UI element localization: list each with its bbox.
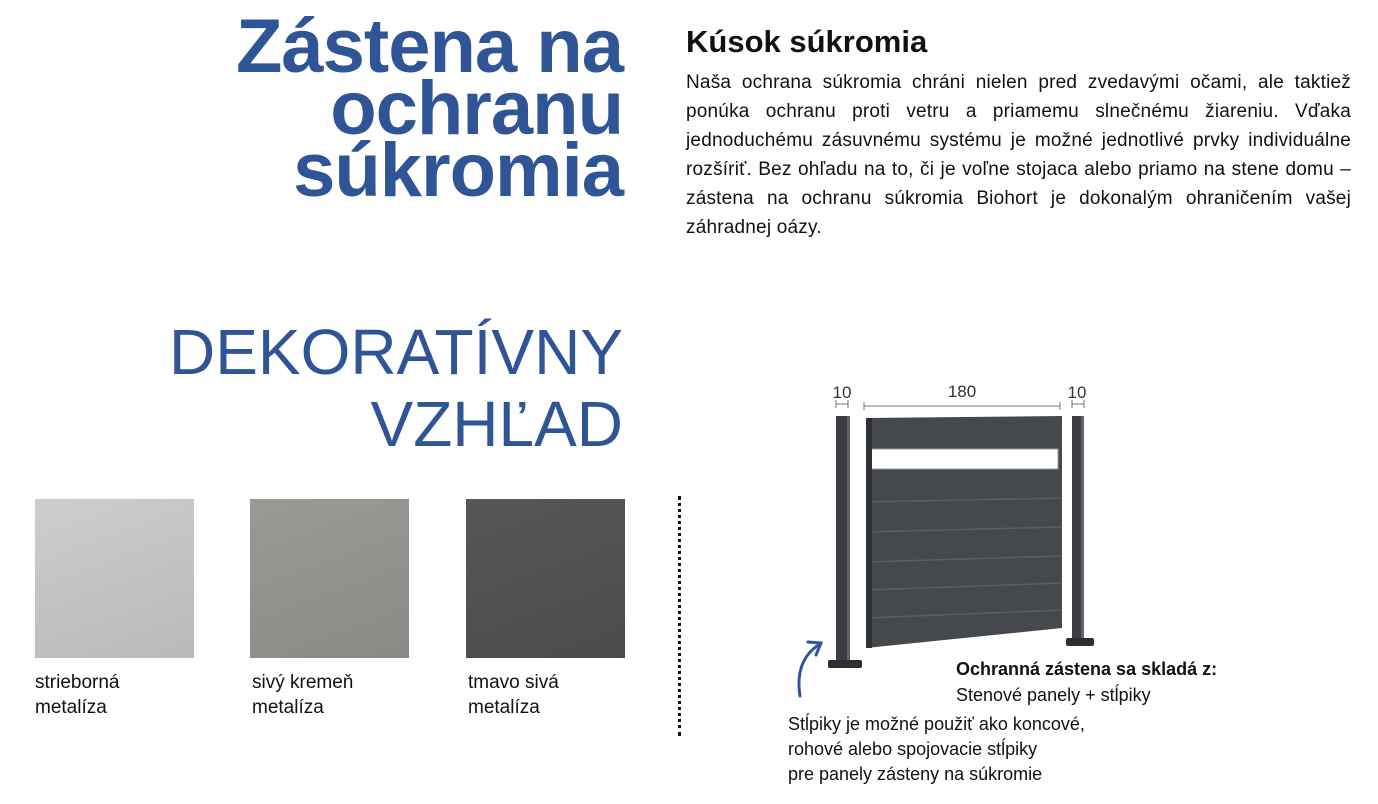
description-paragraph: Naša ochrana súkromia chráni nielen pred zvedavými očami, ale taktiež ponúka ochranu proti vetru a priamemu slnečnému žiareniu. Vďaka jednoduchému zásuvnému systému je možné jednotlivé prvky individuálne rozšíriť. Bez ohľadu na to, či je voľne stojaca alebo priamo na stene domu – zástena na ochranu súkromia Biohort je dokonalým ohraničením vašej záhradnej oázy. — [686, 72, 1351, 238]
swatch-label-line: metalíza — [252, 697, 324, 718]
swatch-label-line: strieborná metalíza — [35, 672, 120, 718]
title-line: ochranu — [330, 66, 623, 151]
title-line: Zástena na — [235, 4, 623, 89]
swatch-label-line: metalíza — [468, 697, 540, 718]
right-post — [1066, 416, 1094, 646]
wall-panel — [866, 416, 1062, 648]
subtitle-line: DEKORATÍVNY — [169, 316, 623, 388]
swatch-label — [252, 670, 412, 720]
composition-title: Ochranná zástena sa skladá z: — [956, 659, 1218, 679]
swatch-label-line: sivý kremeň — [252, 672, 354, 693]
section-heading: Kúsok súkromia — [686, 24, 928, 59]
curved-arrow-icon — [799, 642, 821, 696]
post-note-line: pre panely zásteny na súkromie — [788, 764, 1043, 784]
dimension-lines — [836, 400, 1084, 410]
subtitle-line: VZHĽAD — [370, 388, 623, 460]
page-subtitle — [23, 316, 623, 460]
post-note-line: rohové alebo spojovacie stĺpiky — [788, 739, 1038, 759]
dimension-label-middle: 180 — [947, 382, 977, 401]
post-note — [788, 712, 1148, 787]
left-post — [828, 416, 862, 668]
page-title — [23, 4, 623, 213]
swatch-dark-grey-metallic — [466, 499, 625, 658]
composition-body: Stenové panely + stĺpiky — [956, 685, 1151, 705]
title-line: súkromia — [293, 128, 623, 213]
swatch-label — [35, 670, 195, 720]
swatch-grey-quartz-metallic — [250, 499, 409, 658]
swatch-label — [468, 670, 628, 720]
swatch-label-line: tmavo sivá — [468, 672, 559, 693]
dotted-divider — [678, 496, 681, 736]
post-note-line: Stĺpiky je možné použiť ako koncové, — [788, 714, 1085, 734]
dimension-label-right: 10 — [1067, 383, 1087, 402]
dimension-label-left: 10 — [832, 383, 852, 402]
swatch-silver-metallic — [35, 499, 194, 658]
